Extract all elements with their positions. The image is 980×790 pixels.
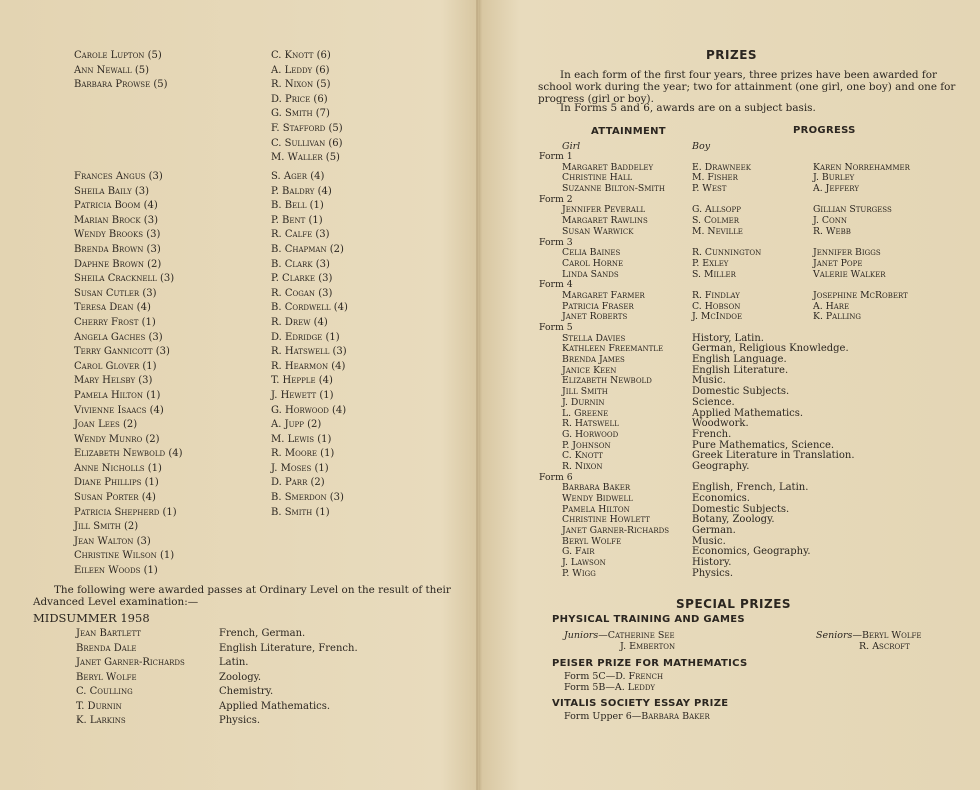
form-label: Form 6 — [539, 471, 573, 483]
group2-boys-list — [271, 170, 348, 520]
boy-winner: C. Hobson — [692, 300, 741, 312]
prize-subject: Economics, Geography. — [692, 546, 811, 558]
list-item: Barbara Prowse (5) — [74, 79, 168, 91]
form-label: Form 1 — [539, 151, 573, 162]
boy-winner: M. Neville — [692, 225, 743, 237]
list-item: Wendy Munro (2) — [74, 433, 160, 445]
progress-winner: A. Hare — [813, 300, 850, 312]
prize-subject: English, French, Latin. — [692, 482, 809, 494]
prize-subject: History. — [692, 557, 732, 569]
seniors-label: Seniors — [816, 630, 853, 641]
seniors-winner-2: R. Ascroft — [859, 641, 910, 652]
juniors-winner-1: Catherine See — [607, 630, 675, 641]
list-item: Terry Gannicott (3) — [74, 346, 170, 358]
list-item: J. Moses (1) — [271, 462, 329, 474]
girl-winner: Susan Warwick — [562, 225, 634, 237]
list-item: Susan Cutler (3) — [74, 287, 157, 299]
list-item: B. Clark (3) — [271, 258, 330, 270]
pupil-name: J. Lawson — [562, 557, 606, 569]
list-item: Diane Phillips (1) — [74, 477, 159, 489]
list-item: D. Price (6) — [271, 93, 328, 105]
progress-winner: J. Conn — [813, 215, 848, 227]
girl-winner: Carol Horne — [562, 257, 624, 269]
pupil-name: Beryl Wolfe — [76, 671, 137, 683]
list-item: A. Leddy (6) — [271, 64, 330, 76]
boy-winner: E. Drawneek — [692, 161, 751, 173]
peiser-form-1: Form 5C — [564, 671, 606, 682]
list-item: Patricia Shepherd (1) — [74, 506, 177, 518]
list-item: P. Baldry (4) — [271, 185, 332, 197]
pupil-name: G. Fair — [562, 546, 595, 558]
vitalis-form: Form Upper 6 — [564, 711, 632, 722]
pupil-name: J. Durnin — [562, 396, 605, 408]
form-label: Form 3 — [539, 236, 573, 248]
progress-winner: Gillian Sturgess — [813, 204, 892, 216]
prizes-title: PRIZES — [706, 48, 758, 62]
list-item: B. Smith (1) — [271, 506, 330, 518]
pupil-name: Kathleen Freemantle — [562, 343, 664, 355]
list-item: C. Sullivan (6) — [271, 137, 343, 149]
group1-boys-list — [271, 49, 343, 166]
girl-column-label: Girl — [562, 141, 581, 152]
list-item: R. Nixon (5) — [271, 79, 331, 91]
spine-fold — [476, 0, 478, 790]
prize-subject: Applied Mathematics. — [692, 407, 804, 419]
boy-winner: G. Allsopp — [692, 204, 741, 216]
juniors-winner-2: J. Emberton — [620, 641, 676, 652]
prize-subject: French. — [692, 428, 732, 440]
prize-subject: Botany, Zoology. — [692, 514, 775, 526]
boy-winner: R. Findlay — [692, 289, 740, 301]
list-item: P. Bent (1) — [271, 214, 323, 226]
girl-winner: Jennifer Peverall — [562, 204, 646, 216]
pupil-name: T. Durnin — [76, 700, 122, 712]
list-item: Carole Lupton (5) — [74, 50, 162, 61]
girl-winner: Margaret Rawlins — [562, 215, 648, 227]
attainment-heading: ATTAINMENT — [591, 126, 666, 137]
progress-winner: A. Jeffery — [813, 183, 859, 195]
group1-girls-list — [74, 49, 168, 93]
progress-winner: K. Palling — [813, 311, 861, 323]
juniors-line: Juniors—Catherine See — [564, 630, 675, 641]
list-item: T. Hepple (4) — [271, 375, 333, 387]
list-item: Elizabeth Newbold (4) — [74, 448, 183, 460]
list-item: B. Bell (1) — [271, 200, 324, 212]
list-item: A. Jupp (2) — [271, 419, 322, 431]
peiser-winner-2: A. Leddy — [614, 682, 656, 693]
list-item: P. Clarke (3) — [271, 273, 333, 285]
girl-winner: Margaret Farmer — [562, 289, 645, 301]
pupil-name: G. Horwood — [562, 428, 619, 440]
pupil-subjects: French, German. — [219, 628, 306, 639]
pupil-name: Jean Bartlett — [76, 628, 141, 639]
list-item: R. Cogan (3) — [271, 287, 333, 299]
juniors-label: Juniors — [564, 630, 599, 641]
progress-winner: J. Burley — [813, 172, 855, 184]
form-label: Form 2 — [539, 193, 573, 205]
peiser-line-2: Form 5B—A. Leddy — [564, 682, 656, 693]
girl-winner: Celia Baines — [562, 247, 621, 259]
prize-subject: Pure Mathematics, Science. — [692, 439, 835, 451]
pupil-name: Christine Howlett — [562, 514, 650, 526]
pupil-subjects: Applied Mathematics. — [219, 700, 331, 712]
pupil-name: R. Hatswell — [562, 418, 619, 430]
list-item: C. Knott (6) — [271, 50, 331, 61]
list-item: Anne Nicholls (1) — [74, 462, 162, 474]
pupil-name: C. Knott — [562, 450, 603, 462]
girl-winner: Suzanne Bilton-Smith — [562, 183, 665, 195]
list-item: S. Ager (4) — [271, 171, 325, 182]
list-item: Eileen Woods (1) — [74, 565, 158, 577]
pupil-name: Wendy Bidwell — [562, 493, 633, 504]
boy-column-label: Boy — [692, 141, 711, 152]
peiser-line-1: Form 5C—D. French — [564, 671, 664, 682]
prize-subject: Science. — [692, 396, 735, 408]
list-item: Mary Helsby (3) — [74, 375, 153, 387]
boy-winner: P. Exley — [692, 257, 729, 269]
vitalis-heading: VITALIS SOCIETY ESSAY PRIZE — [552, 698, 729, 709]
list-item: Teresa Dean (4) — [74, 302, 151, 314]
prize-subject: Geography. — [692, 460, 750, 472]
boy-winner: S. Miller — [692, 268, 736, 280]
list-item: Frances Angus (3) — [74, 171, 163, 182]
girl-winner: Janet Roberts — [562, 311, 628, 323]
peiser-heading: PEISER PRIZE FOR MATHEMATICS — [552, 658, 748, 669]
girl-winner: Patricia Fraser — [562, 300, 634, 312]
progress-winner: Janet Pope — [813, 257, 863, 269]
list-item: R. Moore (1) — [271, 448, 335, 460]
form-label: Form 4 — [539, 279, 573, 291]
pupil-name: Barbara Baker — [562, 482, 631, 494]
prize-subject: Greek Literature in Translation. — [692, 450, 855, 462]
prize-subject: Domestic Subjects. — [692, 386, 790, 398]
list-item: R. Hearmon (4) — [271, 360, 346, 372]
pupil-name: P. Johnson — [562, 439, 611, 451]
list-item: Carol Glover (1) — [74, 360, 157, 372]
list-item: R. Drew (4) — [271, 316, 328, 328]
prize-subject: History, Latin. — [692, 332, 764, 344]
pupil-subjects: Latin. — [219, 657, 249, 668]
list-item: J. Hewett (1) — [271, 389, 334, 401]
list-item: Pamela Hilton (1) — [74, 389, 161, 401]
pupil-name: R. Nixon — [562, 460, 603, 472]
seniors-line: Seniors—Beryl Wolfe — [816, 630, 922, 641]
boy-winner: P. West — [692, 183, 727, 195]
pupil-name: Beryl Wolfe — [562, 535, 622, 547]
list-item: G. Horwood (4) — [271, 404, 347, 416]
list-item: Cherry Frost (1) — [74, 316, 156, 328]
boy-winner: J. McIndoe — [692, 311, 743, 323]
boy-winner: R. Cunnington — [692, 247, 762, 259]
peiser-winner-1: D. French — [615, 671, 664, 682]
progress-winner: Karen Norrehammer — [813, 161, 910, 173]
intro-line2: school work during the year; two for attainment (one girl, one boy) and one for — [538, 81, 956, 93]
progress-winner: Valerie Walker — [813, 268, 886, 280]
pupil-name: Brenda James — [562, 354, 625, 366]
prize-subject: German. — [692, 525, 736, 537]
girl-winner: Christine Hall — [562, 172, 633, 184]
prize-subject: Physics. — [692, 567, 734, 579]
pupil-name: Elizabeth Newbold — [562, 375, 652, 387]
list-item: M. Lewis (1) — [271, 433, 332, 445]
pupil-name: Brenda Dale — [76, 642, 137, 654]
pupil-name: K. Larkins — [76, 715, 126, 726]
girl-winner: Linda Sands — [562, 268, 619, 280]
pupil-name: Jill Smith — [562, 386, 608, 398]
list-item: F. Stafford (5) — [271, 122, 343, 134]
ordinary-level-note-line1: The following were awarded passes at Ordinary Level on the result of their — [54, 584, 451, 596]
prize-subject: Music. — [692, 535, 726, 547]
list-item: B. Smerdon (3) — [271, 492, 344, 504]
vitalis-winner: Barbara Baker — [641, 711, 710, 722]
progress-winner: R. Webb — [813, 225, 851, 237]
progress-winner: Jennifer Biggs — [813, 247, 881, 259]
prize-subject: Woodwork. — [692, 418, 749, 430]
list-item: R. Hatswell (3) — [271, 346, 347, 358]
special-prizes-title: SPECIAL PRIZES — [676, 597, 792, 611]
list-item: M. Waller (5) — [271, 152, 340, 164]
list-item: G. Smith (7) — [271, 108, 330, 120]
list-item: Susan Porter (4) — [74, 492, 156, 504]
pupil-name: Pamela Hilton — [562, 503, 630, 515]
intro-line4: In Forms 5 and 6, awards are on a subject basis. — [560, 102, 816, 114]
pupil-name: Janice Keen — [562, 364, 617, 376]
list-item: Vivienne Isaacs (4) — [74, 404, 164, 416]
list-item: D. Edridge (1) — [271, 331, 340, 343]
prize-subject: Domestic Subjects. — [692, 503, 790, 515]
pupil-name: P. Wigg — [562, 567, 596, 579]
prize-subject: English Language. — [692, 354, 787, 366]
list-item: Sheila Baily (3) — [74, 185, 150, 197]
list-item: B. Cordwell (4) — [271, 302, 348, 314]
list-item: Jill Smith (2) — [74, 521, 139, 533]
pupil-name: C. Coulling — [76, 686, 133, 697]
midsummer-heading: MIDSUMMER 1958 — [33, 611, 150, 625]
progress-winner: Josephine McRobert — [813, 289, 908, 301]
list-item: Jean Walton (3) — [74, 535, 151, 547]
boy-winner: M. Fisher — [692, 172, 738, 184]
peiser-form-2: Form 5B — [564, 682, 606, 693]
prize-subject: Music. — [692, 375, 726, 387]
list-item: Ann Newall (5) — [74, 64, 150, 76]
vitalis-line: Form Upper 6—Barbara Baker — [564, 711, 710, 722]
pupil-name: Janet Garner-Richards — [76, 657, 185, 668]
physical-training-heading: PHYSICAL TRAINING AND GAMES — [552, 614, 745, 625]
list-item: Daphne Brown (2) — [74, 258, 162, 270]
seniors-winner-1: Beryl Wolfe — [861, 630, 922, 641]
pupil-subjects: Zoology. — [219, 671, 262, 683]
list-item: R. Calfe (3) — [271, 229, 330, 241]
prize-subject: Economics. — [692, 493, 750, 504]
pupil-subjects: Physics. — [219, 715, 261, 726]
list-item: Patricia Boom (4) — [74, 200, 158, 212]
progress-heading: PROGRESS — [793, 125, 856, 136]
prize-subject: English Literature. — [692, 364, 789, 376]
ordinary-level-note-line2: Advanced Level examination:— — [33, 596, 199, 608]
group2-girls-list — [74, 170, 183, 579]
list-item: Marian Brock (3) — [74, 214, 158, 226]
list-item: Joan Lees (2) — [74, 419, 138, 431]
intro-line1: In each form of the first four years, three prizes have been awarded for — [560, 69, 937, 81]
list-item: D. Parr (2) — [271, 477, 325, 489]
intro-line3: progress (girl or boy). — [538, 93, 654, 105]
pupil-subjects: English Literature, French. — [219, 642, 358, 654]
list-item: Christine Wilson (1) — [74, 550, 175, 562]
pupil-name: Janet Garner-Richards — [562, 525, 669, 537]
list-item: Brenda Brown (3) — [74, 243, 161, 255]
list-item: Wendy Brooks (3) — [74, 229, 161, 241]
pupil-name: L. Greene — [562, 407, 609, 419]
girl-winner: Margaret Baddeley — [562, 161, 654, 173]
list-item: Sheila Cracknell (3) — [74, 273, 175, 285]
prize-subject: German, Religious Knowledge. — [692, 343, 849, 355]
list-item: B. Chapman (2) — [271, 243, 344, 255]
list-item: Angela Gaches (3) — [74, 331, 163, 343]
pupil-subjects: Chemistry. — [219, 686, 274, 697]
form-label: Form 5 — [539, 322, 573, 333]
pupil-name: Stella Davies — [562, 332, 626, 344]
boy-winner: S. Colmer — [692, 215, 739, 227]
